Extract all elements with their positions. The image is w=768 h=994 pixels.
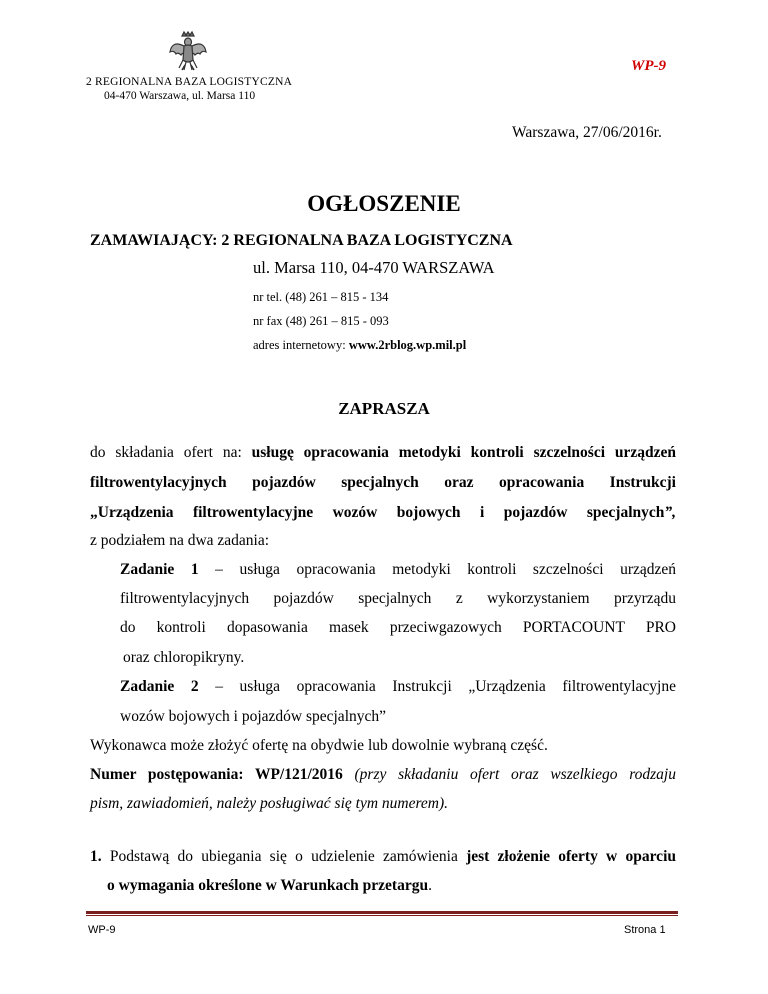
- orderer-line: ZAMAWIAJĄCY: 2 REGIONALNA BAZA LOGISTYCZNA: [90, 232, 513, 249]
- procedure-note-2: pism, zawiadomień, należy posługiwać się tym numerem).: [90, 795, 449, 812]
- task1-label: Zadanie 1: [120, 561, 199, 578]
- task1-line-4: oraz chloropikryny.: [123, 649, 245, 666]
- point1-bold-2: o wymagania określone w Warunkach przetargu: [107, 877, 429, 894]
- point1-number: 1.: [90, 848, 102, 865]
- task2-line-2: wozów bojowych i pojazdów specjalnych”: [120, 708, 387, 725]
- intro-line-3-bold: „Urządzenia filtrowentylacyjne wozów bojowych i pojazdów specjalnych: [90, 504, 665, 521]
- orderer-fax: nr fax (48) 261 – 815 - 093: [253, 314, 389, 328]
- footer-divider-thin: [86, 915, 678, 916]
- point1-line-2: [107, 877, 676, 895]
- point1-text: Podstawą do ubiegania się o udzielenie zamówienia: [101, 848, 467, 865]
- point1-bold-1: jest złożenie oferty w oparciu: [466, 848, 676, 865]
- procedure-note-1: (przy składaniu ofert oraz wszelkiego rodzaju: [342, 766, 676, 783]
- task2-label: Zadanie 2: [120, 678, 199, 695]
- orderer-website: [253, 338, 466, 353]
- task1-line-3: do kontroli dopasowania masek przeciwgazowych PORTACOUNT PRO: [120, 619, 676, 636]
- intro-line-2: filtrowentylacyjnych pojazdów specjalnych oraz opracowania Instrukcji: [90, 474, 676, 491]
- document-date: Warszawa, 27/06/2016r.: [512, 124, 662, 141]
- task2-line-1-text: – usługa opracowania Instrukcji „Urządzenia filtrowentylacyjne: [198, 678, 676, 695]
- procedure-line-1: [90, 766, 676, 784]
- footer-doc-code: WP-9: [88, 924, 116, 936]
- task1-line-1-text: – usługa opracowania metodyki kontroli szczelności urządzeń: [198, 561, 676, 578]
- footer-page-number: Strona 1: [624, 924, 666, 936]
- task1-line-1: [120, 561, 676, 579]
- intro-line-4: z podziałem na dwa zadania:: [90, 532, 270, 549]
- intro-line-3: [90, 504, 676, 522]
- doc-code: WP-9: [631, 58, 666, 74]
- org-address: 04-470 Warszawa, ul. Marsa 110: [104, 90, 256, 102]
- point1-line-1: [90, 848, 676, 866]
- org-name: 2 REGIONALNA BAZA LOGISTYCZNA: [86, 76, 293, 88]
- page-title: OGŁOSZENIE: [307, 191, 461, 216]
- footer-divider: [86, 911, 678, 914]
- orderer-phone: nr tel. (48) 261 – 815 - 134: [253, 290, 389, 304]
- intro-line-1-plain: do składania ofert na:: [90, 444, 252, 461]
- task1-line-2: filtrowentylacyjnych pojazdów specjalnych z wykorzystaniem przyrządu: [120, 590, 676, 607]
- intro-line-1-bold: usługę opracowania metodyki kontroli szczelności urządzeń: [251, 444, 677, 461]
- eagle-emblem-icon: [168, 30, 208, 74]
- point1-end: .: [428, 877, 432, 894]
- task2-line-1: [120, 678, 676, 696]
- orderer-street: ul. Marsa 110, 04-470 WARSZAWA: [253, 258, 495, 277]
- website-url: www.2rblog.wp.mil.pl: [348, 338, 467, 352]
- intro-line-3-end: ”,: [664, 504, 676, 521]
- intro-line-1: [90, 444, 676, 462]
- contractor-note: Wykonawca może złożyć ofertę na obydwie lub dowolnie wybraną część.: [90, 737, 548, 754]
- invite-heading: ZAPRASZA: [338, 399, 430, 418]
- website-label: adres internetowy:: [253, 338, 349, 352]
- procedure-number: Numer postępowania: WP/121/2016: [90, 766, 343, 783]
